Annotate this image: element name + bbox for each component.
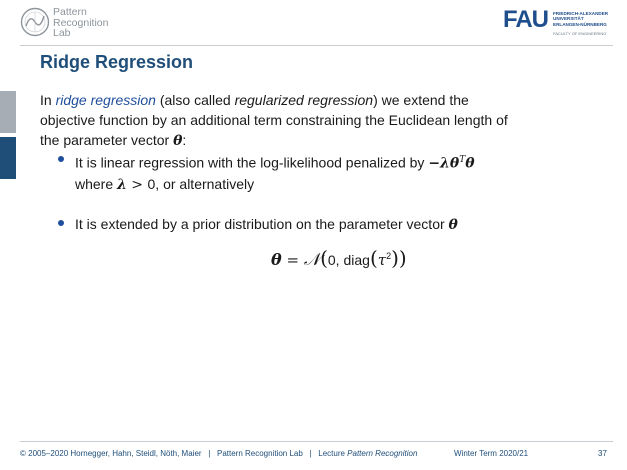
- term-ridge-regression: ridge regression: [55, 92, 156, 108]
- greater-than: >: [126, 176, 148, 193]
- penalty-theta: θ: [465, 155, 475, 172]
- header-divider: [20, 45, 613, 46]
- side-tab-gray: [0, 91, 16, 133]
- formula-equals: =: [281, 251, 304, 269]
- bullet1-text-1: It is linear regression with the log-likelihood penalized by: [75, 154, 429, 171]
- logo-line-2: Recognition: [53, 16, 109, 29]
- intro-text-2: (also called: [155, 92, 235, 108]
- intro-text-3: ) we extend the objective function by an additional term constraining the Euclidean length of the parameter vector: [40, 92, 508, 148]
- formula-tau: τ: [377, 251, 387, 269]
- footer-copyright: © 2005–2020 Hornegger, Hahn, Steidl, Nöth, Maier: [20, 449, 202, 458]
- footer-term: Winter Term 2020/21: [454, 449, 529, 458]
- footer-lab: Pattern Recognition Lab: [216, 449, 303, 458]
- pattern-recognition-lab-logo: [20, 6, 130, 40]
- bullet1-text-2: where: [75, 175, 118, 192]
- bullet-dot: [58, 220, 64, 226]
- fau-sub-line-3: ERLANGEN-NÜRNBERG: [553, 21, 607, 27]
- logo-line-1: Pattern: [53, 6, 87, 18]
- fau-faculty: FACULTY OF ENGINEERING: [553, 31, 607, 36]
- fau-logo: [503, 8, 613, 38]
- fau-university-name: [553, 11, 608, 27]
- side-tab-blue: [0, 137, 16, 179]
- bullet2-text: It is extended by a prior distribution on the parameter vector: [75, 216, 449, 232]
- prl-seal-icon: [20, 6, 50, 38]
- footer-separator: |: [208, 449, 211, 458]
- slide-title: Ridge Regression: [40, 52, 194, 72]
- normal-distribution-symbol: 𝒩: [303, 250, 321, 270]
- theta-symbol: θ: [173, 133, 183, 149]
- formula-theta: θ: [271, 250, 282, 269]
- penalty-term: −λθ: [428, 155, 460, 172]
- fau-sub-line-1: FRIEDRICH-ALEXANDER: [553, 11, 609, 16]
- fau-mark: FAU: [503, 6, 548, 33]
- footer-lecture-name: Pattern Recognition: [347, 449, 418, 458]
- transpose-sup: T: [459, 155, 466, 165]
- term-regularized-regression: regularized regression: [234, 92, 374, 108]
- formula-open-paren-2: (: [369, 246, 378, 270]
- logo-line-3: Lab: [53, 27, 71, 39]
- page-number: 37: [598, 449, 607, 458]
- bullet-penalized-likelihood: [58, 150, 595, 195]
- footer-divider: [20, 441, 613, 442]
- footer-separator: |: [309, 449, 312, 458]
- formula-close-parens: )): [391, 246, 407, 270]
- bullet-dot: [58, 156, 64, 162]
- intro-paragraph: [40, 90, 510, 151]
- formula-square: 2: [386, 251, 392, 261]
- bullet-prior-distribution: [58, 214, 595, 235]
- intro-text-1: In: [40, 92, 56, 108]
- formula-args: 0, diag: [327, 252, 370, 268]
- intro-text-4: :: [182, 132, 187, 148]
- lambda-symbol: λ: [117, 176, 127, 193]
- footer-credits: [20, 449, 417, 458]
- theta-symbol: θ: [448, 217, 458, 233]
- footer-lecture-prefix: Lecture: [318, 449, 348, 458]
- fau-sub-line-2: UNIVERSITÄT: [553, 16, 584, 22]
- prior-formula: [271, 246, 407, 270]
- bullet1-text-3: 0, or alternatively: [147, 175, 255, 192]
- formula-open-paren: (: [320, 246, 328, 270]
